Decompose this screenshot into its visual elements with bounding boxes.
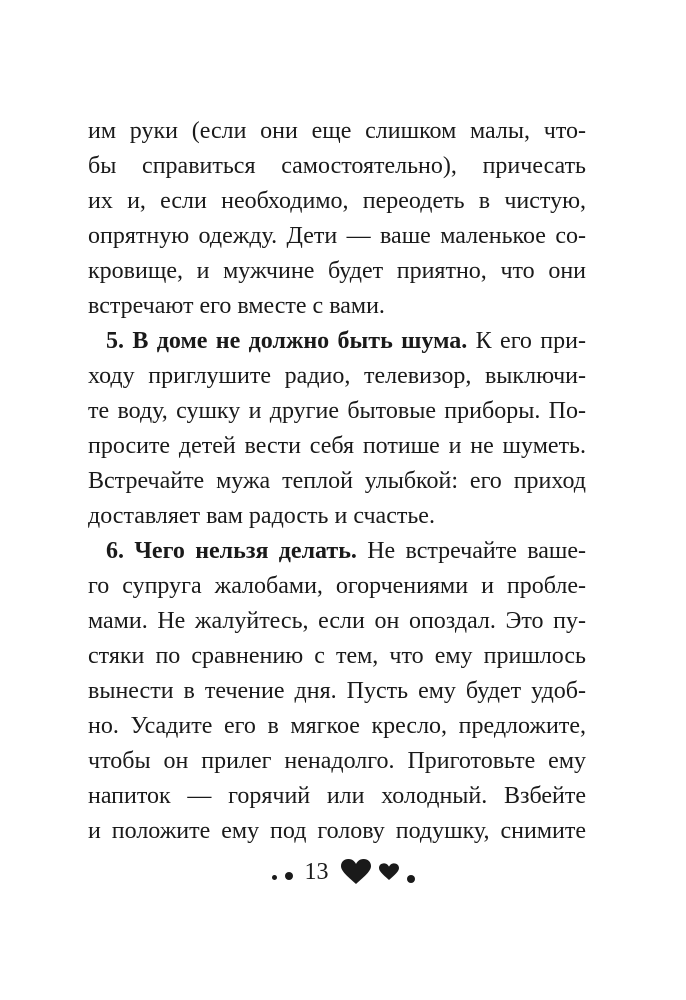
text-line: бы справиться самостоятельно), причесать [88, 153, 586, 179]
text-line: просите детей вести себя потише и не шуметь. [88, 433, 586, 459]
page-number: 13 [304, 859, 329, 885]
text-line: доставляет вам радость и счастье. [88, 503, 435, 529]
text-line: те воду, сушку и другие бытовые приборы. По- [88, 398, 586, 424]
text-line-with-heading [88, 324, 586, 359]
paragraph-rule-5 [88, 324, 586, 534]
dot-icon [407, 875, 415, 883]
rule-heading: 5. В доме не должно быть шума. [106, 328, 468, 354]
heart-icon [341, 859, 371, 885]
text-line: Не встречайте ваше- [356, 538, 586, 564]
text-line: но. Усадите его в мягкое кресло, предложите, [88, 713, 586, 739]
page-footer [0, 852, 686, 892]
text-line: вынести в течение дня. Пусть ему будет удоб- [88, 678, 586, 704]
text-line: Встречайте мужа теплой улыбкой: его приход [88, 468, 586, 494]
paragraph-continuation [88, 114, 586, 324]
text-line: и положите ему под голову подушку, снимите [88, 818, 586, 844]
text-line: кровище, и мужчине будет приятно, что они [88, 258, 586, 284]
text-line: им руки (если они еще слишком малы, что- [88, 118, 586, 144]
text-line: напиток — горячий или холодный. Взбейте [88, 783, 586, 809]
text-line: го супруга жалобами, огорчениями и пробле- [88, 573, 586, 599]
text-line: опрятную одежду. Дети — ваше маленькое со- [88, 223, 586, 249]
heart-icon [379, 863, 399, 881]
paragraph-rule-6 [88, 534, 586, 849]
text-line: их и, если необходимо, переодеть в чистую, [88, 188, 586, 214]
text-line: мами. Не жалуйтесь, если он опоздал. Это пу- [88, 608, 586, 634]
text-line: чтобы он прилег ненадолго. Приготовьте ему [88, 748, 586, 774]
text-line: ходу приглушите радио, телевизор, выключи- [88, 363, 586, 389]
text-line: стяки по сравнению с тем, что ему пришлось [88, 643, 586, 669]
text-line: встречают его вместе с вами. [88, 293, 385, 319]
rule-heading: 6. Чего нельзя делать. [106, 538, 357, 564]
dot-icon [285, 872, 293, 880]
text-line-with-heading [88, 534, 586, 569]
text-line: К его при- [467, 328, 586, 354]
dot-icon [272, 875, 277, 880]
